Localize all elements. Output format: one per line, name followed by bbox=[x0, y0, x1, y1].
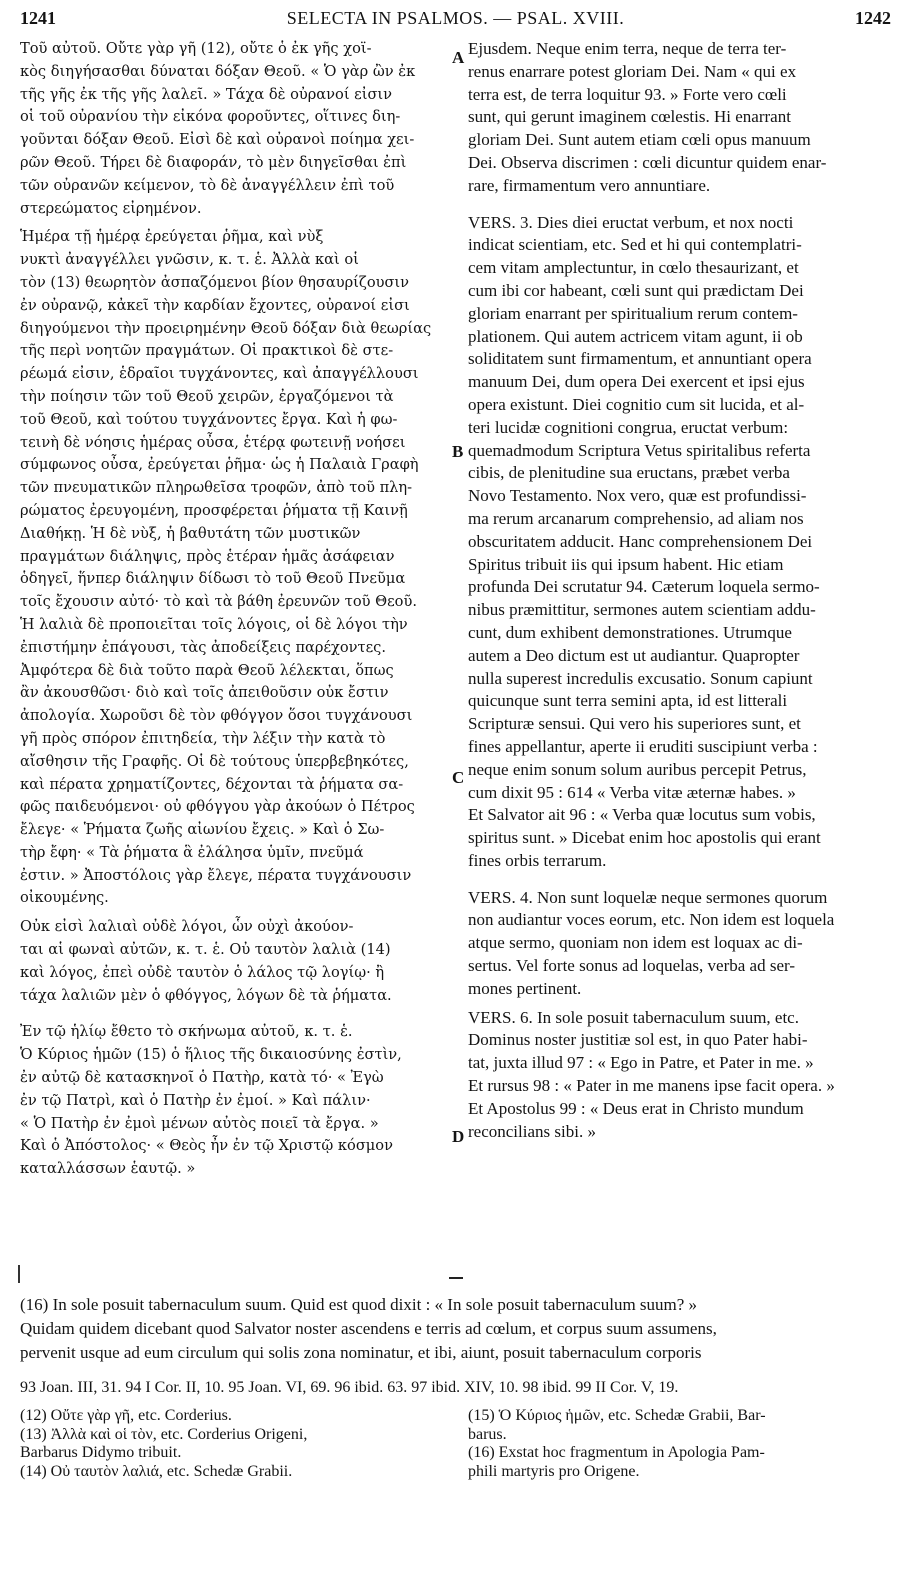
footnote-line: phili martyris pro Origene. bbox=[468, 1462, 640, 1480]
greek-text-line: καὶ πέρατα χρηματίζοντες, δέχονται τὰ ῥήματα σα- bbox=[20, 775, 404, 793]
latin-text-line: fines orbis terrarum. bbox=[468, 850, 607, 870]
latin-block-2 bbox=[468, 212, 891, 873]
greek-text-line: Τοῦ αὐτοῦ. Οὔτε γὰρ γῆ (12), οὔτε ὁ ἐκ γῆς χοϊ- bbox=[20, 40, 372, 57]
footnote-line: (15) Ὁ Κύριος ἡμῶν, etc. Schedæ Grabii, Bar- bbox=[468, 1407, 766, 1424]
greek-text-line: διηγούμενοι τὴν προειρημένην Θεοῦ δόξαν διὰ θεωρίας bbox=[20, 319, 432, 337]
latin-text-line: manuum Dei, dum opera Dei exercent et ipsi ejus bbox=[468, 372, 805, 392]
greek-text-line: ἐστιν. » Ἀποστόλοις γὰρ ἔλεγε, πέρατα τυγχάνουσιν bbox=[20, 866, 412, 884]
footnotes-left bbox=[20, 1407, 450, 1481]
latin-text-line: VERS. 3. Dies diei eructat verbum, et nox nocti bbox=[468, 212, 794, 232]
latin-text-line: obscuritatem adducit. Hanc comprehensionem Dei bbox=[468, 531, 813, 551]
latin-text-line: terra est, de terra loquitur 93. » Forte vero cœli bbox=[468, 84, 787, 104]
footnote-line: (14) Οὐ ταυτὸν λαλιά, etc. Schedæ Grabii. bbox=[20, 1462, 293, 1480]
greek-block-1 bbox=[20, 38, 455, 220]
scripture-references: 93 Joan. III, 31. 94 I Cor. II, 10. 95 Joan. VI, 69. 96 ibid. 63. 97 ibid. XIV, 10. 98 ibid. 99 II Cor. V, 19. bbox=[20, 1379, 679, 1396]
running-title: SELECTA IN PSALMOS. — PSAL. XVIII. bbox=[286, 8, 625, 28]
latin-text-line: quicunque sunt terra semini apta, id est litterali bbox=[468, 691, 788, 711]
greek-text-line: τῶν πνευματικῶν πληρωθεῖσα τροφῶν, ἀπὸ τοῦ πλη- bbox=[20, 479, 413, 497]
greek-text-line: Ἡ λαλιὰ δὲ προποιεῖται τοῖς λόγοις, οἱ δὲ λόγοι τὴν bbox=[20, 615, 408, 633]
latin-text-line: Ejusdem. Neque enim terra, neque de terra ter- bbox=[468, 39, 787, 58]
greek-text-line: ἔλεγε· « Ῥήματα ζωῆς αἰωνίου ἔχεις. » Καὶ ὁ Σω- bbox=[20, 821, 385, 839]
greek-text-line: ἀπολογία. Χωροῦσι δὲ τὸν φθόγγον ὅσοι τυγχάνουσι bbox=[20, 707, 413, 725]
latin-text-line: VERS. 4. Non sunt loquelæ neque sermones quorum bbox=[468, 887, 828, 907]
greek-text-line: Καὶ ὁ Ἀπόστολος· « Θεὸς ἦν ἐν τῷ Χριστῷ κόσμον bbox=[20, 1137, 393, 1155]
greek-text-line: ρέωμά εἰσιν, ἑδραῖοι τυγχάνοντες, καὶ ἀπαγγέλλουσι bbox=[20, 365, 419, 383]
latin-text-line: Novo Testamento. Nox vero, quæ est profundissi- bbox=[468, 486, 807, 506]
latin-text-line: renus enarrare potest gloriam Dei. Nam « qui ex bbox=[468, 61, 797, 81]
greek-text-line: γοῦνται δόξαν Θεοῦ. Εἰσὶ δὲ καὶ οὐρανοὶ ποίημα χει- bbox=[20, 131, 415, 149]
latin-text-line: quemadmodum Scriptura Vetus spiritalibus referta bbox=[468, 440, 811, 460]
footnote-line: (13) Ἀλλὰ καὶ οἱ τὸν, etc. Corderius Origeni, bbox=[20, 1425, 308, 1443]
greek-text-line: τάχα λαλιῶν μὲν ὁ φθόγγος, λόγων δὲ τὰ ῥήματα. bbox=[20, 986, 392, 1004]
running-header bbox=[0, 8, 911, 32]
greek-text-line: καταλλάσσων ἑαυτῷ. » bbox=[20, 1160, 196, 1178]
latin-text-line: mones pertinent. bbox=[468, 978, 582, 998]
greek-text-line: τῶν οὐρανῶν κείμενον, τὸ δὲ ἀναγγέλλειν ἐπὶ τοῦ bbox=[20, 176, 395, 194]
greek-text-line: νυκτὶ ἀναγγέλλει γνῶσιν, κ. τ. ἑ. Ἀλλὰ καὶ οἱ bbox=[20, 251, 359, 269]
greek-text-line: φῶς παιδευόμενοι· οὐ φθόγγου γὰρ ἀκούων ὁ Πέτρος bbox=[20, 798, 415, 816]
greek-text-line: Ἀμφότερα δὲ διὰ τοῦτο παρὰ Θεοῦ λέλεκται, ὅπως bbox=[20, 661, 394, 679]
latin-text-line: Et rursus 98 : « Pater in me manens ipse facit opera. » bbox=[468, 1076, 835, 1096]
greek-block-3 bbox=[20, 916, 455, 1007]
greek-text-line: τῆς περὶ νοητῶν πραγμάτων. Οἱ πρακτικοὶ δὲ στε- bbox=[20, 342, 394, 360]
latin-text-line: indicat scientiam, etc. Sed et hi qui contemplatri- bbox=[468, 235, 802, 255]
latin-text-line: nulla superest incredulis excusatio. Sonum capiunt bbox=[468, 668, 813, 688]
margin-marker-d: D bbox=[452, 1127, 465, 1146]
latin-text-line: Et Salvator ait 96 : « Verba quæ locutus sum vobis, bbox=[468, 805, 816, 825]
greek-text-line: τοῦ Θεοῦ, καὶ τούτου τυγχάνοντες ἔργα. Καὶ ἡ φω- bbox=[20, 410, 398, 428]
margin-marker-b: B bbox=[452, 442, 464, 461]
greek-text-line: γῆ πρὸς σπόρον ἐπιτηδεία, τὴν λέξιν τὴν κατὰ τὸ bbox=[20, 729, 386, 747]
latin-block-1 bbox=[468, 38, 891, 198]
greek-text-line: ἐπιστήμην ἐπάγουσι, τὰς ἀποδείξεις παρέχοντες. bbox=[20, 638, 386, 656]
latin-text-line: atque sermo, quoniam non idem est loquax ac di- bbox=[468, 933, 803, 953]
commentary-line: (16) In sole posuit tabernaculum suum. Quid est quod dixit : « In sole posuit tabernaculum suum? » bbox=[20, 1295, 698, 1314]
latin-text-line: profunda Dei scrutatur 94. Cæterum loquela sermo- bbox=[468, 577, 820, 597]
greek-text-line: Ἡμέρα τῇ ἡμέρᾳ ἐρεύγεται ῥῆμα, καὶ νὺξ bbox=[20, 228, 324, 246]
greek-text-line: πραγμάτων διάληψις, πρὸς ἑτέραν ἡμᾶς ἀσάφειαν bbox=[20, 547, 395, 565]
greek-text-line: στερεώματος εἰρημένον. bbox=[20, 199, 202, 217]
latin-text-line: plationem. Qui autem actricem vitam agunt, ii ob bbox=[468, 326, 803, 346]
latin-text-line: nibus præmittitur, sermones autem scientiam addu- bbox=[468, 600, 816, 620]
latin-text-line: sunt, qui gerunt imaginem cœlestis. Hi enarrant bbox=[468, 107, 791, 127]
greek-text-line: Ὁ Κύριος ἡμῶν (15) ὁ ἥλιος τῆς δικαιοσύνης ἐστὶν, bbox=[20, 1046, 402, 1064]
margin-marker-a: A bbox=[452, 48, 465, 67]
margin-marker-c: C bbox=[452, 768, 465, 787]
footnote-line: barus. bbox=[468, 1425, 507, 1443]
page-number-left: 1241 bbox=[20, 8, 56, 28]
page-number-right: 1242 bbox=[855, 8, 891, 28]
greek-text-line: ὁδηγεῖ, ἥνπερ διάληψιν δίδωσι τὸ τοῦ Θεοῦ Πνεῦμα bbox=[20, 570, 406, 588]
greek-column bbox=[20, 38, 455, 1181]
latin-text-line: cum ibi cor habeant, cœli sunt qui prædictam Dei bbox=[468, 280, 804, 300]
greek-block-2 bbox=[20, 226, 455, 910]
greek-text-line: σύμφωνος οὖσα, ἐρεύγεται ῥῆμα· ὡς ἡ Παλαιὰ Γραφὴ bbox=[20, 456, 419, 474]
latin-text-line: sertus. Vel forte sonus ad loquelas, verba ad ser- bbox=[468, 956, 795, 976]
latin-text-line: Dominus noster justitiæ sol est, in quo Pater habi- bbox=[468, 1030, 808, 1050]
latin-text-line: cibis, de plenitudine sua eructans, præbet verba bbox=[468, 463, 790, 483]
latin-column bbox=[468, 38, 891, 1143]
greek-text-line: τὸν (13) θεωρητὸν ἀσπαζόμενοι βίον θησαυρίζουσιν bbox=[20, 273, 410, 291]
greek-text-line: Ἐν τῷ ἡλίῳ ἔθετο τὸ σκήνωμα αὐτοῦ, κ. τ. ἑ. bbox=[20, 1023, 353, 1041]
latin-text-line: cem vitam amplectuntur, in cœlo thesaurizant, et bbox=[468, 258, 799, 278]
latin-text-line: reconcilians sibi. » bbox=[468, 1121, 596, 1141]
footnotes-right bbox=[468, 1407, 891, 1481]
greek-text-line: οἱ τοῦ οὐρανίου τὴν εἰκόνα φοροῦντες, οἵτινες διη- bbox=[20, 108, 401, 126]
greek-text-line: ται αἱ φωναὶ αὐτῶν, κ. τ. ἑ. Οὐ ταυτὸν λαλιὰ (14) bbox=[20, 941, 391, 959]
latin-text-line: spiritus sunt. » Dicebat enim hoc apostolis qui erant bbox=[468, 828, 821, 848]
latin-text-line: gloriam enarrant per spiritualium rerum contem- bbox=[468, 303, 798, 323]
latin-text-line: cunt, dum exhibent demonstrationes. Utrumque bbox=[468, 622, 792, 642]
latin-text-line: VERS. 6. In sole posuit tabernaculum suum, etc. bbox=[468, 1007, 799, 1027]
greek-text-line: τῆς γῆς ἐκ τῆς γῆς λαλεῖ. » Τάχα δὲ οὐρανοί εἰσιν bbox=[20, 85, 393, 103]
greek-text-line: ἂν ἀκουσθῶσι· διὸ καὶ τοῖς ἀπειθοῦσιν οὐκ ἔστιν bbox=[20, 684, 389, 702]
greek-text-line: ρῶν Θεοῦ. Τήρει δὲ διαφοράν, τὸ μὲν διηγεῖσθαι ἐπὶ bbox=[20, 153, 407, 171]
latin-text-line: Spiritus tribuit iis qui ipsum habent. Hic etiam bbox=[468, 554, 784, 574]
greek-text-line: οἰκουμένης. bbox=[20, 889, 109, 907]
latin-text-line: rare, firmamentum vero annuntiare. bbox=[468, 175, 711, 195]
greek-text-line: αἴσθησιν τῆς Γραφῆς. Οἱ δὲ τούτους ὑπερβεβηκότες, bbox=[20, 752, 409, 770]
latin-text-line: teri lucidæ cognitioni congrua, eructat verbum: bbox=[468, 417, 789, 437]
greek-text-line: καὶ λόγος, ἐπεὶ οὐδὲ ταυτὸν ὁ λάλος τῷ λογίῳ· ἢ bbox=[20, 963, 385, 981]
footnote-line: (16) Exstat hoc fragmentum in Apologia Pam- bbox=[468, 1444, 765, 1461]
greek-text-line: ἐν τῷ Πατρὶ, καὶ ὁ Πατὴρ ἐν ἐμοί. » Καὶ πάλιν· bbox=[20, 1091, 371, 1109]
latin-text-line: Dei. Observa discrimen : cœli dicuntur quidem enar- bbox=[468, 152, 827, 172]
greek-text-line: τὴρ ἔφη· « Τὰ ῥήματα ἃ ἐλάλησα ὑμῖν, πνεῦμά bbox=[20, 843, 364, 861]
latin-text-line: autem a Deo dictum est ut audiantur. Quapropter bbox=[468, 645, 800, 665]
greek-text-line: ἐν αὐτῷ δὲ κατασκηνοῖ ὁ Πατὴρ, κατὰ τό· « Ἐγὼ bbox=[20, 1069, 384, 1087]
latin-text-line: Scripturæ sensui. Qui vero his superiores sunt, et bbox=[468, 714, 801, 734]
greek-text-line: κὸς διηγήσασθαι δύναται δόξαν Θεοῦ. « Ὁ γὰρ ὢν ἐκ bbox=[20, 62, 416, 80]
latin-text-line: non audiantur voces eorum, etc. Non idem est loquela bbox=[468, 910, 835, 930]
greek-text-line: ἐν οὐρανῷ, κἀκεῖ τὴν καρδίαν ἔχοντες, οὐρανοί εἰσι bbox=[20, 296, 410, 314]
latin-text-line: Et Apostolus 99 : « Deus erat in Christo mundum bbox=[468, 1098, 804, 1118]
section-separator bbox=[449, 1277, 463, 1279]
margin-tick bbox=[18, 1265, 20, 1283]
latin-block-3 bbox=[468, 887, 891, 1001]
footnote-line: (12) Οὔτε γὰρ γῆ, etc. Corderius. bbox=[20, 1407, 232, 1424]
latin-text-line: opera existunt. Diei cognitio cum sit lucida, et al- bbox=[468, 394, 805, 414]
greek-text-line: τὴν ποίησιν τῶν τοῦ Θεοῦ χειρῶν, ἐργαζόμενοι τὰ bbox=[20, 387, 394, 405]
greek-text-line: Οὐκ εἰσὶ λαλιαὶ οὐδὲ λόγοι, ὧν οὐχὶ ἀκούον- bbox=[20, 918, 354, 936]
latin-text-line: tat, juxta illud 97 : « Ego in Patre, et Pater in me. » bbox=[468, 1053, 814, 1073]
latin-text-line: neque enim sonum solum auribus percepit Petrus, bbox=[468, 759, 807, 779]
greek-text-line: τεινὴ δὲ νόησις ἡμέρας οὖσα, ἑτέρᾳ φωτεινῇ νοήσει bbox=[20, 433, 406, 451]
latin-block-4 bbox=[468, 1007, 891, 1144]
commentary-line: pervenit usque ad eum circulum qui solis zona nominatur, et ibi, aiunt, posuit tabernaculum corporis bbox=[20, 1343, 702, 1362]
greek-block-4 bbox=[20, 1021, 455, 1181]
latin-text-line: gloriam Dei. Sunt autem etiam cœli opus manuum bbox=[468, 130, 811, 150]
greek-text-line: Διαθήκῃ. Ἡ δὲ νὺξ, ἡ βαθυτάτη τῶν μυστικῶν bbox=[20, 524, 361, 542]
latin-text-line: fines appellantur, aperte ii eruditi suscipiunt verba : bbox=[468, 736, 818, 756]
latin-text-line: ma rerum arcanarum comprehensio, ad aliam nos bbox=[468, 508, 804, 528]
footnote-line: Barbarus Didymo tribuit. bbox=[20, 1444, 182, 1461]
commentary-line: Quidam quidem dicebant quod Salvator noster ascendens e terris ad cœlum, et corpus suum assumens, bbox=[20, 1319, 717, 1338]
greek-text-line: ρώματος ἐρευγομένη, προσφέρεται ῥήματα τῇ Καινῇ bbox=[20, 501, 408, 519]
greek-text-line: τοῖς ἔχουσιν αὐτό· τὸ καὶ τὰ βάθη ἐρευνῶν τοῦ Θεοῦ. bbox=[20, 593, 417, 611]
bottom-paragraph bbox=[20, 1293, 891, 1365]
latin-text-line: cum dixit 95 : 614 « Verba vitæ æternæ habes. » bbox=[468, 782, 796, 802]
greek-text-line: « Ὁ Πατὴρ ἐν ἐμοὶ μένων αὐτὸς ποιεῖ τὰ ἔργα. » bbox=[20, 1114, 379, 1132]
latin-text-line: soliditatem sunt firmamentum, et annuntiant opera bbox=[468, 349, 812, 369]
